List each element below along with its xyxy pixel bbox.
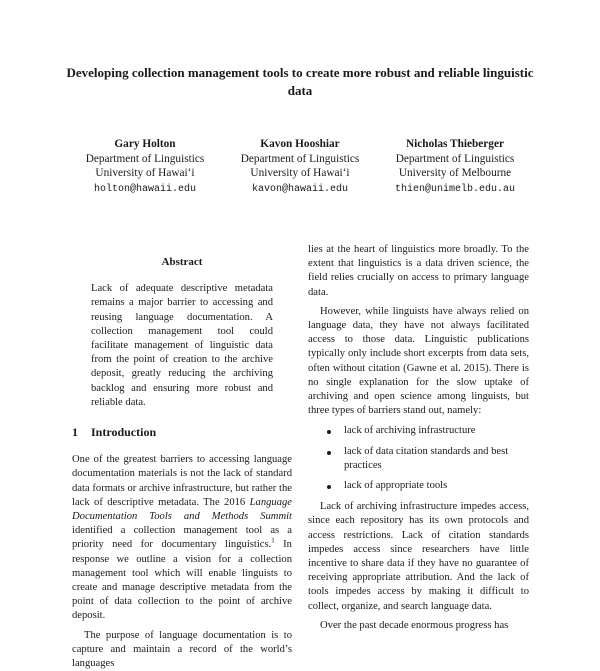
intro-paragraph-2: The purpose of language documentation is to capture and maintain a record of the world’s languages [72,629,292,670]
list-item-text: lack of data citation standards and best practices [344,445,509,471]
section-number: 1 [72,425,78,440]
author-department: Department of Linguistics [240,152,360,165]
right-column [308,243,529,633]
author-email[interactable]: thien@unimelb.edu.au [394,183,516,195]
author-name: Nicholas Thieberger [405,138,504,150]
intro-text-1: One of the greatest barriers to accessing language documentation materials is not the lack of standard data formats or archive infrastructure, but rather the lack of descriptive metadata. The 2016 [72,454,292,508]
barrier-list [308,424,529,493]
intro-text-3: In response we outline a vision for a collection management tool which will enable linguists to create and manage descriptive metadata from the point of data collection to the point of archive deposit. [72,539,292,622]
bullet-icon [327,451,331,455]
author-email[interactable]: kavon@hawaii.edu [251,183,348,195]
paragraph-however: However, while linguists have always relied on language data, they have not always facilitated access to those data. Linguistic publications typically only include short excerpts from data sets, often without citation (Gawne et al. 2015). There is no single explanation for the slow uptake of archiving and open science among linguists, but three types of barriers stand out, namely: [308,305,529,417]
author-department: Department of Linguistics [85,152,205,165]
author-block [370,137,540,197]
author-email[interactable]: holton@hawaii.edu [93,183,197,195]
author-name: Kavon Hooshiar [260,138,340,150]
intro-paragraph [72,453,292,623]
paragraph-lack: Lack of archiving infrastructure impedes access, since each repository has its own protocols and access restrictions. Lack of citation standards impedes access since researchers have little incentive to share data if they have no guarantee of receiving appropriate attribution. And the lack of tools impedes access by making it difficult to collect, organize, and search language data. [308,501,529,612]
left-column [72,255,292,671]
author-block [60,137,230,197]
section-title: Introduction [91,425,157,440]
bullet-icon [327,485,331,489]
summit-name: Language Documentation Tools and Methods Summit [72,496,292,523]
paragraph-continued: lies at the heart of linguistics more broadly. To the extent that linguistics is a data driven science, the field relies crucially on access to primary language data. [308,244,529,298]
author-university: University of Hawai‘i [95,167,195,179]
author-university: University of Hawai‘i [250,167,350,179]
abstract-text: Lack of adequate descriptive metadata remains a major barrier to accessing and reusing language documentation. A collection management tool could facilitate management of linguistic data from the point of creation to the archive deposit, greatly reducing the archiving backlog and ensuring more robust and reliable data. [91,283,273,408]
footnote-marker[interactable]: 1 [271,536,275,545]
list-item [308,479,529,493]
author-block [215,137,385,197]
author-department: Department of Linguistics [395,152,515,165]
list-item [308,445,529,473]
author-university: University of Melbourne [398,167,512,179]
section-heading-introduction [72,425,292,439]
author-name: Gary Holton [114,138,176,150]
list-item [308,424,529,438]
list-item-text: lack of archiving infrastructure [344,425,476,437]
paragraph-over: Over the past decade enormous progress has [320,619,509,631]
intro-text-2: identified a collection management tool as a priority need for documentary linguistics. [72,525,292,551]
paper-title: Developing collection management tools to create more robust and reliable linguistic data [66,65,534,98]
list-item-text: lack of appropriate tools [344,480,448,492]
abstract-heading: Abstract [161,256,203,268]
bullet-icon [327,430,331,434]
